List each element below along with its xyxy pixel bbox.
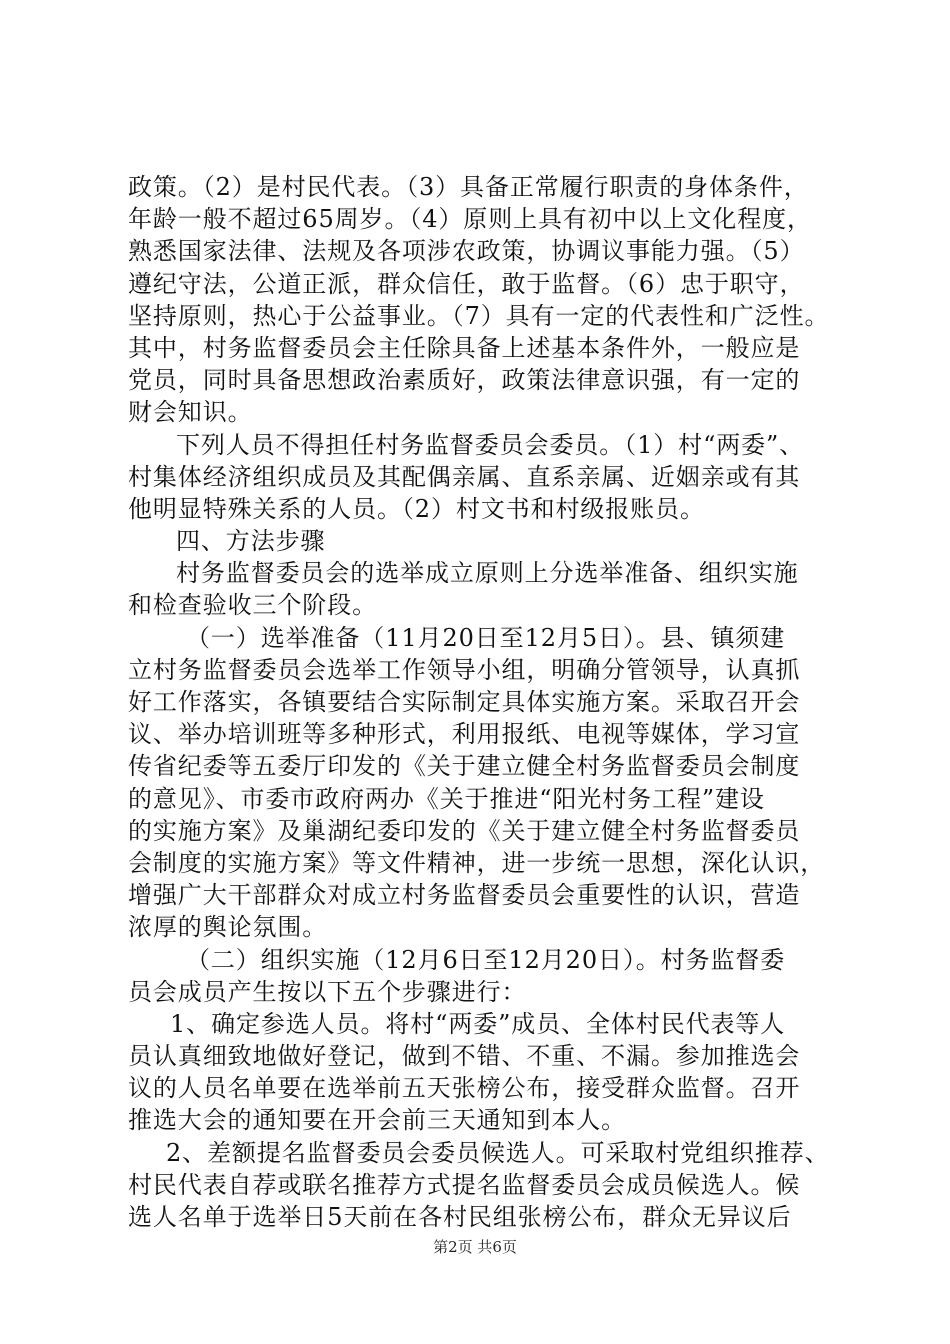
text-line: 会制度的实施方案》等文件精神，进一步统一思想，深化认识， bbox=[128, 848, 826, 877]
text-line: 的实施方案》及巢湖纪委印发的《关于建立健全村务监督委员 bbox=[128, 816, 801, 845]
text-line: 传省纪委等五委厅印发的《关于建立健全村务监督委员会制度 bbox=[128, 752, 801, 781]
text-line: 遵纪守法，公道正派，群众信任，敢于监督。（6）忠于职守， bbox=[128, 269, 805, 298]
text-line: 员会成员产生按以下五个步骤进行： bbox=[128, 977, 527, 1006]
text-line: 立村务监督委员会选举工作领导小组，明确分管领导，认真抓 bbox=[128, 655, 801, 684]
page-footer: 第2页 共6页 bbox=[433, 1238, 517, 1256]
text-line: 年龄一般不超过65周岁。（4）原则上具有初中以上文化程度， bbox=[128, 205, 812, 234]
text-line: 熟悉国家法律、法规及各项涉农政策，协调议事能力强。（5） bbox=[128, 237, 805, 266]
text-line: 好工作落实，各镇要结合实际制定具体实施方案。采取召开会 bbox=[128, 688, 801, 716]
text-line: 和检查验收三个阶段。 bbox=[128, 591, 377, 620]
text-line: 选人名单于选举日5天前在各村民组张榜公布，群众无异议后 bbox=[128, 1203, 792, 1231]
text-line: 议、举办培训班等多种形式，利用报纸、电视等媒体，学习宣 bbox=[128, 720, 801, 749]
text-line: （一）选举准备（11月20日至12月5日）。县、镇须建 bbox=[186, 623, 786, 652]
text-line: 村民代表自荐或联名推荐方式提名监督委员会成员候选人。候 bbox=[128, 1170, 801, 1199]
text-line: 村务监督委员会的选举成立原则上分选举准备、组织实施 bbox=[176, 559, 799, 588]
text-line: 浓厚的舆论氛围。 bbox=[128, 913, 328, 942]
text-line: 议的人员名单要在选举前五天张榜公布，接受群众监督。召开 bbox=[128, 1074, 801, 1103]
text-line: 推选大会的通知要在开会前三天通知到本人。 bbox=[128, 1106, 626, 1135]
text-line: 坚持原则，热心于公益事业。（7）具有一定的代表性和广泛性。 bbox=[128, 301, 830, 330]
text-line: 1、确定参选人员。将村“两委”成员、全体村民代表等人 bbox=[170, 1009, 786, 1038]
text-line: 的意见》、市委市政府两办《关于推进“阳光村务工程”建设 bbox=[128, 784, 765, 813]
body-text bbox=[128, 171, 848, 1233]
text-line: 四、方法步骤 bbox=[176, 527, 326, 556]
text-line: 财会知识。 bbox=[128, 398, 253, 427]
text-line: 2、差额提名监督委员会委员候选人。可采取村党组织推荐、 bbox=[166, 1138, 830, 1167]
text-line: 他明显特殊关系的人员。（2）村文书和村级报账员。 bbox=[128, 494, 705, 523]
text-line: 下列人员不得担任村务监督委员会委员。（1）村“两委”、 bbox=[176, 430, 805, 459]
text-line: 政策。（2）是村民代表。（3）具备正常履行职责的身体条件， bbox=[128, 173, 809, 201]
text-line: 增强广大干部群众对成立村务监督委员会重要性的认识，营造 bbox=[128, 881, 801, 910]
text-line: （二）组织实施（12月6日至12月20日）。村务监督委 bbox=[186, 945, 786, 974]
text-line: 党员，同时具备思想政治素质好，政策法律意识强，有一定的 bbox=[128, 366, 801, 395]
text-line: 员认真细致地做好登记，做到不错、不重、不漏。参加推选会 bbox=[128, 1042, 801, 1071]
text-line: 其中，村务监督委员会主任除具备上述基本条件外，一般应是 bbox=[128, 333, 801, 362]
text-line: 村集体经济组织成员及其配偶亲属、直系亲属、近姻亲或有其 bbox=[128, 462, 801, 491]
